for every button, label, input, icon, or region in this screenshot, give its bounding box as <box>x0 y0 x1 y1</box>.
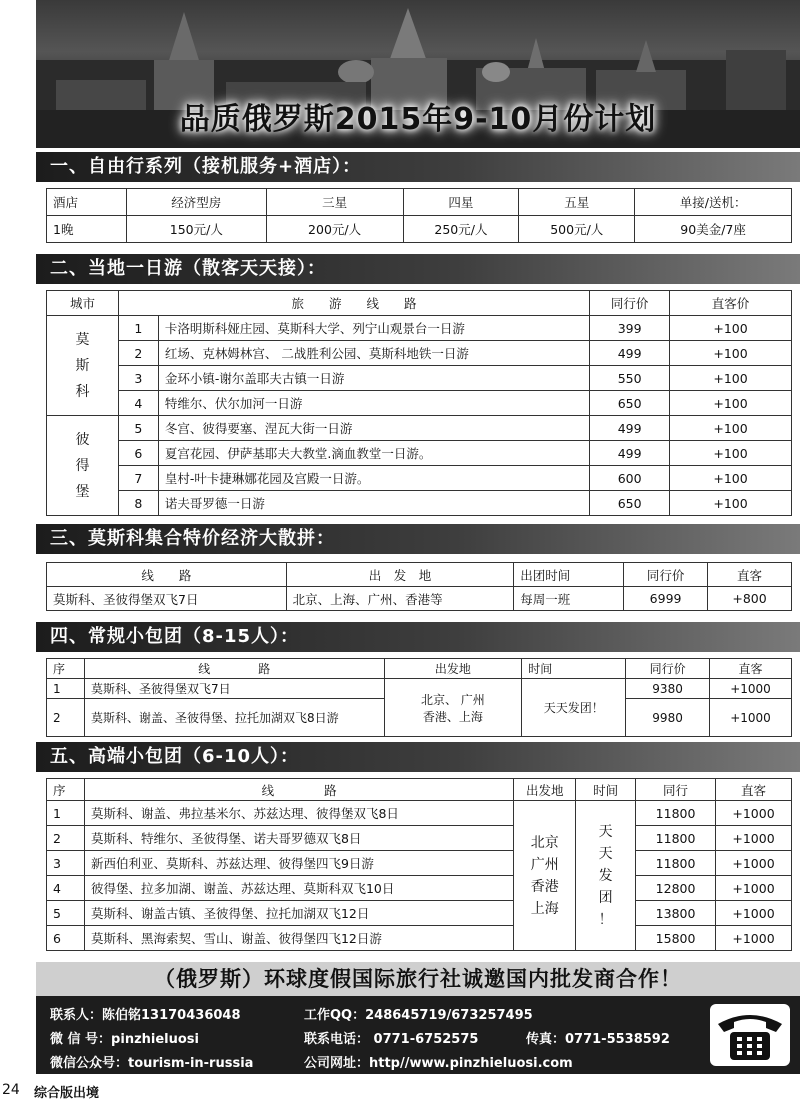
row-number: 7 <box>118 466 158 491</box>
table-cell: 90美金/7座 <box>635 216 792 243</box>
city-char: 堡 <box>75 483 90 500</box>
section-heading-small-group: 四、常规小包团（8-15人）： <box>36 622 800 652</box>
table-header-row <box>47 291 792 316</box>
price-cell: 499 <box>590 416 670 441</box>
route-cell: 莫斯科、特维尔、圣彼得堡、诺夫哥罗德双飞8日 <box>84 826 513 851</box>
route-cell: 金环小镇-谢尔盖耶夫古镇一日游 <box>158 366 589 391</box>
price-cell: 13800 <box>636 901 716 926</box>
header-cell: 出团时间 <box>514 563 624 587</box>
row-number: 6 <box>118 441 158 466</box>
direct-price-cell: +100 <box>670 466 792 491</box>
price-cell: 11800 <box>636 851 716 876</box>
route-cell: 特维尔、伏尔加河一日游 <box>158 391 589 416</box>
header-cell: 线 路 <box>84 659 384 679</box>
direct-price-cell: +100 <box>670 416 792 441</box>
section-heading-premium-group: 五、高端小包团（6-10人）： <box>36 742 800 772</box>
header-cell: 出 发 地 <box>286 563 514 587</box>
page-title: 品质俄罗斯2015年9-10月份计划 <box>179 102 657 137</box>
price-cell: 9380 <box>626 679 710 699</box>
direct-price-cell: +100 <box>670 391 792 416</box>
city-char: 莫 <box>75 331 90 348</box>
header-cell: 经济型房 <box>126 189 266 216</box>
table-row <box>47 876 792 901</box>
table-cell: 1晚 <box>47 216 127 243</box>
table-row <box>47 801 792 826</box>
route-cell: 莫斯科、谢盖古镇、圣彼得堡、拉托加湖双飞12日 <box>84 901 513 926</box>
row-number: 1 <box>47 679 85 699</box>
direct-price-cell: +1000 <box>716 876 792 901</box>
departure-city: 上海 <box>530 900 559 917</box>
price-cell: 11800 <box>636 826 716 851</box>
price-cell: 650 <box>590 391 670 416</box>
partnership-slogan: （俄罗斯）环球度假国际旅行社诚邀国内批发商合作！ <box>36 962 800 996</box>
price-cell: 399 <box>590 316 670 341</box>
city-char: 彼 <box>75 431 90 448</box>
route-cell: 莫斯科、黑海索契、雪山、谢盖、彼得堡四飞12日游 <box>84 926 513 951</box>
departure-city: 北京 <box>530 834 559 851</box>
price-cell: 11800 <box>636 801 716 826</box>
route-cell: 夏宫花园、伊萨基耶夫大教堂.滴血教堂一日游。 <box>158 441 589 466</box>
city-cell-petersburg <box>47 416 119 516</box>
header-cell: 序 <box>47 779 85 801</box>
direct-price-cell: +1000 <box>710 699 792 737</box>
header-cell: 酒店 <box>47 189 127 216</box>
table-cell: 500元/人 <box>519 216 635 243</box>
table-row <box>47 826 792 851</box>
telephone-icon <box>710 1004 790 1066</box>
table-row <box>47 391 792 416</box>
departure-cell <box>514 801 576 951</box>
header-cell: 序 <box>47 659 85 679</box>
header-cell: 线 路 <box>84 779 513 801</box>
header-cell: 同行价 <box>624 563 708 587</box>
row-number: 1 <box>47 801 85 826</box>
row-number: 6 <box>47 926 85 951</box>
contact-phone: 联系电话： 0771-6752575 <box>304 1032 479 1047</box>
row-number: 2 <box>118 341 158 366</box>
header-banner <box>36 0 800 148</box>
price-cell: 550 <box>590 366 670 391</box>
fax-number: 传真：0771-5538592 <box>526 1032 670 1047</box>
day-tour-table <box>46 290 792 516</box>
route-cell: 新西伯利亚、莫斯科、苏兹达理、彼得堡四飞9日游 <box>84 851 513 876</box>
price-cell: 499 <box>590 441 670 466</box>
header-cell: 直客价 <box>670 291 792 316</box>
schedule-cell: 天天发团！ <box>522 679 626 737</box>
group-tour-table <box>46 562 792 611</box>
wechat-public-account: 微信公众号：tourism-in-russia <box>50 1056 254 1071</box>
direct-price-cell: +1000 <box>716 926 792 951</box>
departure-line: 香港、上海 <box>422 709 483 724</box>
page-number: 24 <box>2 1082 20 1098</box>
price-cell: 6999 <box>624 587 708 611</box>
table-row <box>47 341 792 366</box>
header-cell: 四星 <box>403 189 519 216</box>
table-cell: 250元/人 <box>403 216 519 243</box>
table-header-row <box>47 659 792 679</box>
price-cell: 9980 <box>626 699 710 737</box>
departure-city: 广州 <box>530 856 559 873</box>
table-header-row <box>47 563 792 587</box>
header-cell: 旅 游 线 路 <box>118 291 589 316</box>
section-heading-group-tour: 三、莫斯科集合特价经济大散拼： <box>36 524 800 554</box>
departure-cell <box>384 679 522 737</box>
city-char: 斯 <box>75 357 90 374</box>
small-group-table <box>46 658 792 737</box>
header-cell: 三星 <box>266 189 403 216</box>
direct-price-cell: +100 <box>670 341 792 366</box>
route-cell: 莫斯科、谢盖、圣彼得堡、拉托加湖双飞8日游 <box>84 699 384 737</box>
schedule-char: 发 <box>598 867 613 884</box>
schedule-char: 团 <box>598 889 613 906</box>
direct-price-cell: +100 <box>670 366 792 391</box>
direct-price-cell: +1000 <box>716 801 792 826</box>
table-row <box>47 491 792 516</box>
city-char: 得 <box>75 457 90 474</box>
row-number: 5 <box>47 901 85 926</box>
section-heading-day-tours: 二、当地一日游（散客天天接）： <box>36 254 800 284</box>
table-row <box>47 216 792 243</box>
header-cell: 直客 <box>710 659 792 679</box>
hotel-price-table <box>46 188 792 243</box>
publication-section: 综合版出境 <box>34 1086 100 1100</box>
direct-price-cell: +100 <box>670 316 792 341</box>
header-cell: 五星 <box>519 189 635 216</box>
table-row <box>47 416 792 441</box>
schedule-char: ！ <box>598 911 613 928</box>
table-row <box>47 466 792 491</box>
row-number: 3 <box>118 366 158 391</box>
table-cell: 150元/人 <box>126 216 266 243</box>
route-cell: 冬宫、彼得要塞、涅瓦大街一日游 <box>158 416 589 441</box>
header-cell: 直客 <box>708 563 792 587</box>
row-number: 3 <box>47 851 85 876</box>
schedule-cell <box>576 801 636 951</box>
price-cell: 15800 <box>636 926 716 951</box>
price-cell: 499 <box>590 341 670 366</box>
header-cell: 时间 <box>576 779 636 801</box>
route-cell: 莫斯科、圣彼得堡双飞7日 <box>84 679 384 699</box>
direct-price-cell: +1000 <box>710 679 792 699</box>
header-cell: 单接/送机： <box>635 189 792 216</box>
route-cell: 诺夫哥罗德一日游 <box>158 491 589 516</box>
price-cell: 650 <box>590 491 670 516</box>
header-cell: 直客 <box>716 779 792 801</box>
table-header-row <box>47 779 792 801</box>
header-cell: 同行 <box>636 779 716 801</box>
premium-group-table <box>46 778 792 951</box>
table-header-row <box>47 189 792 216</box>
table-row <box>47 441 792 466</box>
row-number: 1 <box>118 316 158 341</box>
header-cell: 同行价 <box>626 659 710 679</box>
row-number: 8 <box>118 491 158 516</box>
route-cell: 彼得堡、拉多加湖、谢盖、苏兹达理、莫斯科双飞10日 <box>84 876 513 901</box>
price-cell: 600 <box>590 466 670 491</box>
row-number: 4 <box>118 391 158 416</box>
direct-price-cell: +100 <box>670 441 792 466</box>
route-cell: 红场、克林姆林宫、 二战胜利公园、莫斯科地铁一日游 <box>158 341 589 366</box>
row-number: 2 <box>47 826 85 851</box>
contact-person: 联系人：陈伯铭13170436048 <box>50 1008 241 1023</box>
departure-line: 北京、 广州 <box>420 692 485 707</box>
departure-cell: 北京、上海、广州、香港等 <box>286 587 514 611</box>
section-heading-free-travel: 一、自由行系列（接机服务+酒店）： <box>36 152 800 182</box>
header-cell: 线 路 <box>47 563 287 587</box>
table-row <box>47 926 792 951</box>
website-link: 公司网址：http//www.pinzhieluosi.com <box>304 1056 573 1071</box>
table-row <box>47 851 792 876</box>
schedule-char: 天 <box>598 845 613 862</box>
direct-price-cell: +1000 <box>716 826 792 851</box>
row-number: 5 <box>118 416 158 441</box>
header-cell: 同行价 <box>590 291 670 316</box>
city-char: 科 <box>75 383 90 400</box>
header-cell: 出发地 <box>384 659 522 679</box>
table-row <box>47 366 792 391</box>
price-cell: 12800 <box>636 876 716 901</box>
route-cell: 莫斯科、圣彼得堡双飞7日 <box>47 587 287 611</box>
departure-city: 香港 <box>530 878 559 895</box>
header-cell: 城市 <box>47 291 119 316</box>
route-cell: 莫斯科、谢盖、弗拉基米尔、苏兹达理、彼得堡双飞8日 <box>84 801 513 826</box>
table-row <box>47 679 792 699</box>
contact-panel <box>36 996 800 1074</box>
wechat-id: 微 信 号：pinzhieluosi <box>50 1032 199 1047</box>
table-row <box>47 901 792 926</box>
row-number: 2 <box>47 699 85 737</box>
header-cell: 出发地 <box>514 779 576 801</box>
header-cell: 时间 <box>522 659 626 679</box>
route-cell: 皇村-叶卡捷琳娜花园及宫殿一日游。 <box>158 466 589 491</box>
table-row <box>47 587 792 611</box>
city-cell-moscow <box>47 316 119 416</box>
route-cell: 卡洛明斯科娅庄园、莫斯科大学、列宁山观景台一日游 <box>158 316 589 341</box>
direct-price-cell: +800 <box>708 587 792 611</box>
schedule-cell: 每周一班 <box>514 587 624 611</box>
direct-price-cell: +1000 <box>716 901 792 926</box>
schedule-char: 天 <box>598 823 613 840</box>
direct-price-cell: +1000 <box>716 851 792 876</box>
table-row <box>47 316 792 341</box>
table-cell: 200元/人 <box>266 216 403 243</box>
work-qq: 工作QQ：248645719/673257495 <box>304 1008 533 1023</box>
direct-price-cell: +100 <box>670 491 792 516</box>
row-number: 4 <box>47 876 85 901</box>
